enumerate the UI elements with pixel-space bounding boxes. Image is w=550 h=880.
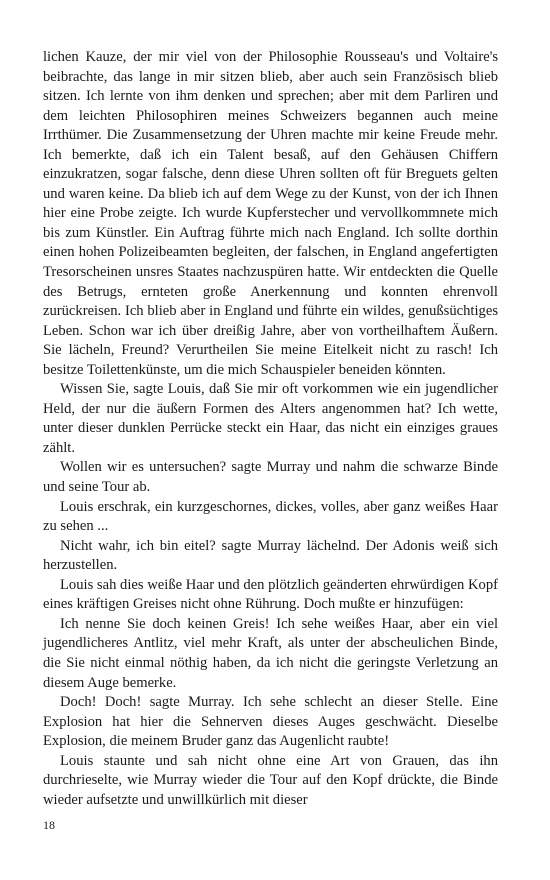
page-body [43, 48, 498, 810]
paragraph: Louis sah dies weiße Haar und den plötzlich geänderten ehrwürdigen Kopf eines kräftigen Greises nicht ohne Rührung. Doch mußte er hinzufügen: [43, 576, 498, 613]
paragraph: Louis erschrak, ein kurzgeschornes, dickes, volles, aber ganz weißes Haar zu sehen ... [43, 498, 498, 535]
paragraph: lichen Kauze, der mir viel von der Philosophie Rousseau's und Voltaire's beibrachte, das lange in mir sitzen blieb, aber auch sein Französisch blieb sitzen. Ich lernte von ihm denken und sprechen; aber mit dem Parliren und dem leichten Philosophiren meines Schweizers begannen auch meine Irrthümer. Die Zusammensetzung der Uhren machte mir keine Freude mehr. Ich bemerkte, daß ich ein Talent besaß, auf den Gehäusen Chiffern einzukratzen, sogar falsche, denn diese Uhren sollten oft für Breguets gelten und waren keine. Da blieb ich auf dem Wege zu der Kunst, von der ich Ihnen hier eine Probe zeigte. Ich wurde Kupferstecher und vervollkommnete mich bis zum Künstler. Ein Auftrag führte mich nach England. Ich sollte dorthin einen hohen Polizeibeamten begleiten, der falschen, in England angefertigten Tresorscheinen unsres Staates nachzuspüren hatte. Wir entdeckten die Quelle des Betrugs, ernteten große Anerkennung und konnten ehrenvoll zurückreisen. Ich blieb aber in England und führte ein wildes, genußsüchtiges Leben. Schon war ich über dreißig Jahre, aber von vortheilhaftem Äußern. Sie lächeln, Freund? Verurtheilen Sie meine Eitelkeit nicht zu rasch! Ich besitze Toilettenkünste, um die mich Schauspieler beneiden könnten. [43, 49, 498, 378]
paragraph: Louis staunte und sah nicht ohne eine Art von Grauen, das ihn durchrieselte, wie Murray wieder die Tour auf den Kopf drückte, die Binde wieder aufsetzte und unwillkürlich mit dieser [43, 752, 498, 808]
page-number: 18 [43, 818, 55, 832]
paragraph: Wissen Sie, sagte Louis, daß Sie mir oft vorkommen wie ein jugendlicher Held, der nur die äußern Formen des Alters angenommen hat? Ich wette, unter dieser dunklen Perrücke steckt ein Haar, das nicht ein einziges graues zählt. [43, 381, 498, 456]
paragraph: Wollen wir es untersuchen? sagte Murray und nahm die schwarze Binde und seine Tour ab. [43, 459, 498, 496]
paragraph: Nicht wahr, ich bin eitel? sagte Murray lächelnd. Der Adonis weiß sich herzustellen. [43, 537, 498, 574]
paragraph: Ich nenne Sie doch keinen Greis! Ich sehe weißes Haar, aber ein viel jugendlicheres Antlitz, viel mehr Kraft, als unter der abscheulichen Binde, die Sie nicht einmal nöthig haben, da ich nicht die geringste Verletzung an diesem Auge bemerke. [43, 615, 498, 691]
paragraph: Doch! Doch! sagte Murray. Ich sehe schlecht an dieser Stelle. Eine Explosion hat hier die Sehnerven dieses Auges geschwächt. Dieselbe Explosion, die meinem Bruder ganz das Augenlicht raubte! [43, 694, 498, 750]
